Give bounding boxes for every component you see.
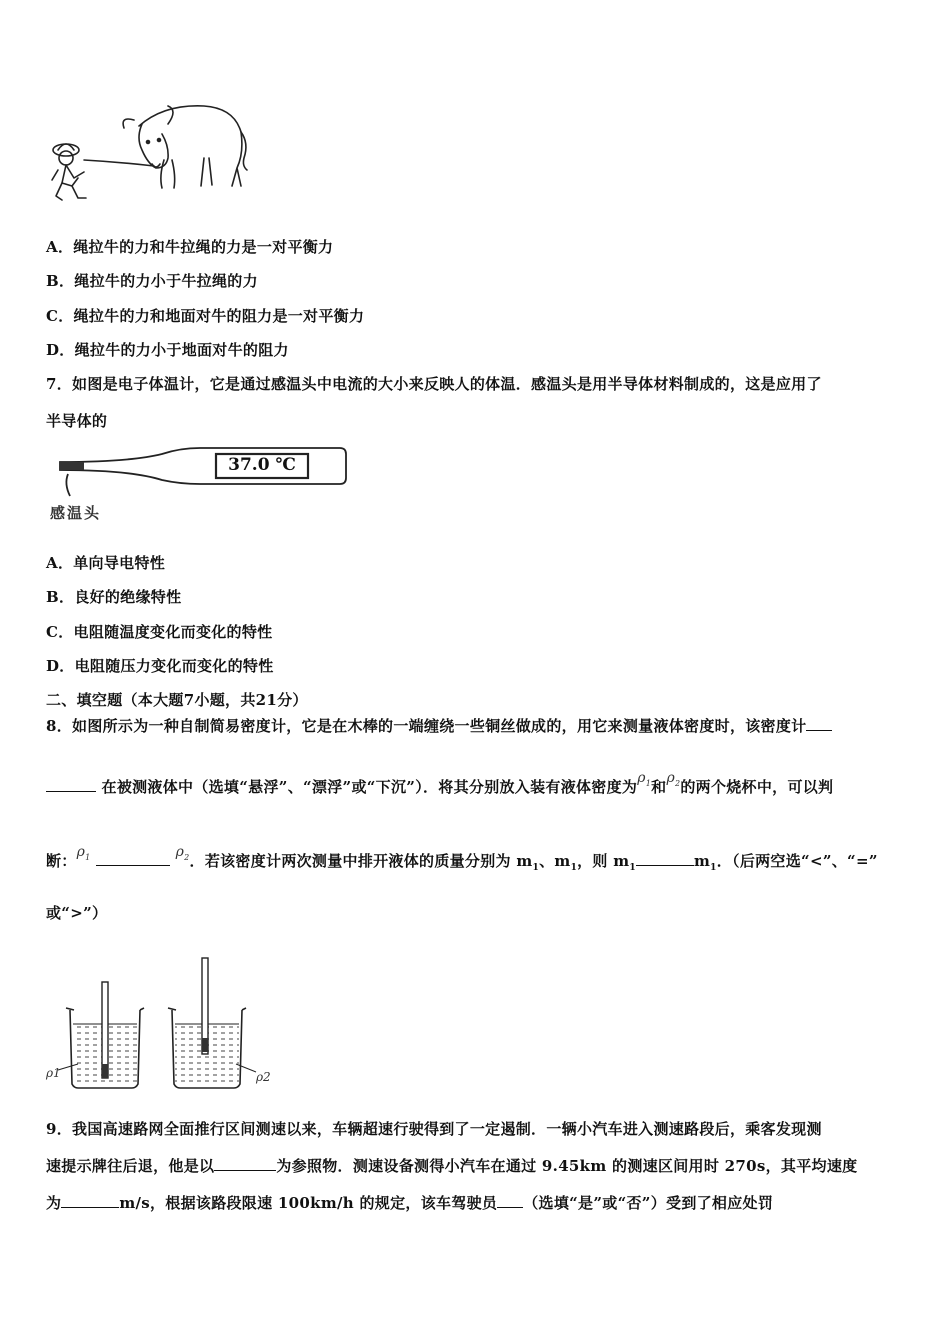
q6-option-b: B．绳拉牛的力小于牛拉绳的力: [46, 272, 258, 290]
q8-blank-3[interactable]: [636, 851, 694, 866]
q8-line3-e: m: [693, 852, 711, 870]
q9-blank-3[interactable]: [497, 1193, 523, 1208]
beakers-figure: [44, 952, 274, 1092]
q9-line3: [46, 1192, 773, 1213]
q8-blank-1a[interactable]: [806, 716, 832, 731]
q8-line1: [46, 715, 832, 736]
q9-line2-b: 为参照物．测速设备测得小汽车在通过 9.45km 的测速区间用时 270s，其平均速度: [276, 1157, 858, 1175]
q8-line2: [46, 770, 834, 798]
beakers-drawing: [44, 952, 274, 1092]
q8-line1-text: 8．如图所示为一种自制简易密度计，它是在木棒的一端缠绕一些铜丝做成的，用它来测量液体密度时，该密度计: [46, 717, 807, 735]
thermometer-figure: [50, 444, 350, 528]
section-title: 二、填空题（本大题7小题，共21分）: [46, 691, 308, 709]
q9-line3-a: 为: [46, 1194, 62, 1212]
beaker-label-rho1: ρ1: [46, 1066, 61, 1080]
q9-line2: [46, 1155, 857, 1176]
q6-option-d: D．绳拉牛的力小于地面对牛的阻力: [46, 341, 289, 359]
q9-blank-1[interactable]: [214, 1156, 276, 1171]
q7-option-d: D．电阻随压力变化而变化的特性: [46, 657, 274, 675]
q7-option-c: C．电阻随温度变化而变化的特性: [46, 623, 273, 641]
q9-line3-c: （选填“是”或“否”）受到了相应处罚: [523, 1194, 774, 1212]
q7-stem-line2: 半导体的: [46, 412, 108, 430]
q9-line3-b: m/s，根据该路段限速 100km/h 的规定，该车驾驶员: [119, 1194, 498, 1212]
rho2-symbol-2: $\rho_2$: [175, 844, 190, 862]
q6-option-c: C．绳拉牛的力和地面对牛的阻力是一对平衡力: [46, 307, 365, 325]
probe-label: 感温头: [50, 504, 102, 522]
rho1-symbol: $\rho_1$: [637, 770, 652, 788]
q8-line3-d: ，则 m: [577, 852, 630, 870]
q8-line3-b: ．若该密度计两次测量中排开液体的质量分别为 m: [189, 852, 533, 870]
q8-line2-b: 和: [651, 778, 667, 796]
q8-line4: 或“>”）: [46, 904, 108, 922]
beaker-label-rho2: ρ2: [256, 1070, 271, 1084]
q8-blank-2[interactable]: [96, 851, 170, 866]
q9-line2-a: 速提示牌往后退，他是以: [46, 1157, 215, 1175]
q6-option-a: A．绳拉牛的力和牛拉绳的力是一对平衡力: [46, 238, 334, 256]
boy-pulling-ox-figure: [44, 98, 254, 213]
q7-option-a: A．单向导电特性: [46, 554, 166, 572]
q8-line2-c: 的两个烧杯中，可以判: [680, 778, 834, 796]
q9-line1: 9．我国高速路网全面推行区间测速以来，车辆超速行驶得到了一定遏制．一辆小汽车进入测速路段后，乘客发现测: [46, 1120, 822, 1138]
q8-line2-a: 在被测液体中（选填“悬浮”、“漂浮”或“下沉”）．将其分别放入装有液体密度为: [101, 778, 638, 796]
q7-stem-line1: 7．如图是电子体温计，它是通过感温头中电流的大小来反映人的体温．感温头是用半导体材料制成的，这是应用了: [46, 375, 822, 393]
q8-line3-c: 、m: [539, 852, 571, 870]
q8-line3-a: 断：: [46, 852, 77, 870]
q9-blank-2[interactable]: [61, 1193, 119, 1208]
q8-blank-1b[interactable]: [46, 777, 96, 792]
thermometer-display-value: 37.0 ℃: [228, 455, 296, 475]
rho2-symbol: $\rho_2$: [666, 770, 681, 788]
q8-line3-f: ．（后两空选“<”、“=”: [716, 852, 878, 870]
q7-option-b: B．良好的绝缘特性: [46, 588, 182, 606]
rho1-symbol-2: $\rho_1$: [76, 844, 91, 862]
q8-line3: 断：$\rho_1$ $\rho_2$．若该密度计两次测量中排开液体的质量分别为 $m_1$、$m_1$，则 $m_1$ $m_1$．（后两空选“<”、“=”: [46, 844, 878, 873]
